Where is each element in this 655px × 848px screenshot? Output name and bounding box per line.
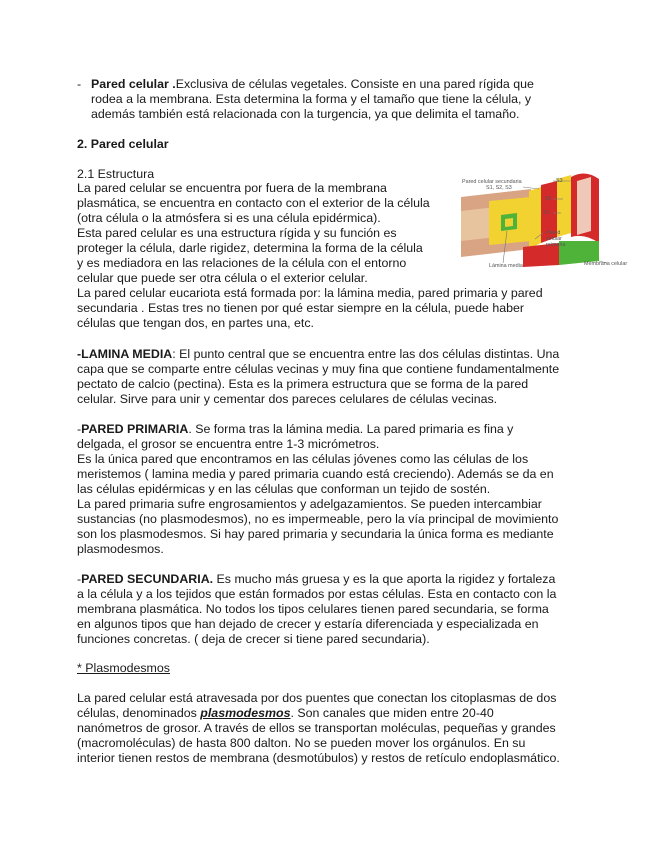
outer-wall-highlight (577, 177, 591, 235)
pared-primaria-title: PARED PRIMARIA (81, 422, 189, 436)
s3-layer (557, 175, 571, 237)
intro-line-1 (91, 77, 534, 92)
label-primaria-2: celular (546, 236, 562, 242)
lamina-media-line: capa que se comparte entre células vecinas y muy fina que contiene fundamentalmente (77, 362, 560, 376)
bullet-dash: - (77, 77, 82, 91)
pared-secundaria-line: funciones concretas. ( deja de crecer si tiene pared secundaria). (77, 632, 430, 646)
plasmodesmos-line: (macromoléculas) de hasta 800 dalton. No se pueden mover los orgánulos. En su (77, 736, 526, 750)
intro-line-3: además también está relacionada con la turgencia, ya que delimita el tamaño. (91, 107, 520, 121)
pared-primaria-line: meristemos ( lamina media y pared primaria cuando está creciendo). Además se da en (77, 467, 554, 481)
plasmodesmos-line: La pared celular está atravesada por dos puentes que conectan los citoplasmas de dos (77, 691, 557, 705)
cell-wall-figure (459, 171, 635, 271)
intro-line-2: rodea a la membrana. Esta determina la forma y el tamaño que tiene la célula, y (91, 92, 532, 106)
label-s1: S1 (543, 210, 550, 216)
estructura-line: células que tengan dos, en partes una, etc. (77, 316, 314, 330)
label-s3: S3 (556, 178, 563, 184)
plasmodesmos-line (77, 706, 582, 721)
lamina-media-paragraph (77, 347, 582, 407)
plasmodesmos-line: interior tienen restos de membrana (desmotúbulos) y restos de retículo endoplasmático. (77, 751, 560, 765)
plasmodesmos-term: plasmodesmos (200, 706, 291, 720)
pared-primaria-line: sustancias (no plasmodesmos), no es impermeable, pero la vía principal de movimiento (77, 512, 559, 526)
pared-primaria-line: Es la única pared que encontramos en las células jóvenes como las células de los (77, 452, 529, 466)
lamina-media-first-text: : El punto central que se encuentra entre las dos células distintas. Una (172, 347, 560, 361)
label-primaria-3: primaria (546, 242, 566, 248)
intro-text-1: Exclusiva de células vegetales. Consiste en una pared rígida que (175, 77, 534, 91)
label-s2: S2 (545, 196, 552, 202)
pared-secundaria-line (77, 572, 582, 587)
pared-secundaria-title: PARED SECUNDARIA. (81, 572, 214, 586)
s1-layer (529, 187, 541, 249)
plasmodesmos-text-pre: células, denominados (77, 706, 201, 720)
estructura-line: celular que puede ser otra célula o el exterior celular. (77, 271, 368, 285)
pared-secundaria-first-text: Es mucho más gruesa y es la que aporta la rigidez y fortaleza (213, 572, 556, 586)
label-secundaria: Pared celular secundaria (462, 179, 522, 185)
pared-primaria-line: son los plasmodesmos. Si hay pared primaria y secundaria la única forma es mediante (77, 527, 554, 541)
estructura-line: plasmática, se encuentra en contacto con el exterior de la célula (77, 196, 430, 210)
label-primaria-1: Pared (546, 230, 561, 236)
section-heading: 2. Pared celular (77, 137, 169, 151)
pared-secundaria-dash: - (77, 572, 82, 586)
pared-secundaria-line: membrana plasmática. No todos los tipos celulares tienen pared secundaria, se forma (77, 602, 549, 616)
plasmodesmos-text-post: . Son canales que miden entre 20-40 (290, 706, 494, 720)
estructura-line: La pared celular se encuentra por fuera de la membrana (77, 181, 387, 195)
estructura-line: La pared celular eucariota está formada por: la lámina media, pared primaria y pared (77, 286, 543, 300)
pared-primaria-line: delgada, el grosor se encuentra entre 1-3 micrómetros. (77, 437, 380, 451)
estructura-line: (otra célula o la atmósfera si es una célula epidérmica). (77, 211, 381, 225)
lamella-core (505, 218, 513, 227)
pared-primaria-line: La pared primaria sufre engrosamientos y adelgazamientos. Se pueden intercambiar (77, 497, 542, 511)
pared-primaria-dash: - (77, 422, 82, 436)
estructura-subheading: 2.1 Estructura (77, 167, 155, 181)
pared-secundaria-paragraph (77, 572, 582, 647)
estructura-line: y es mediadora en las relaciones de la célula con el entorno (77, 256, 407, 270)
estructura-line: Esta pared celular es una estructura rígida y su función es (77, 226, 397, 240)
pared-primaria-paragraph (77, 422, 582, 557)
pared-primaria-line: las células epidérmicas y en las células que conforman un tejido de sostén. (77, 482, 491, 496)
lamina-media-title: -LAMINA MEDIA (77, 347, 173, 361)
lamina-media-line (77, 347, 582, 362)
pared-secundaria-line: a la célula y a los tejidos que están formados por estas células. Esta en contacto con la (77, 587, 557, 601)
pared-secundaria-line: en algunos tipos que han dejado de crecer y estaría diferenciada y especializada en (77, 617, 539, 631)
lamina-media-line: celular. Sirve para unir y cementar dos pareces celulares de células vecinas. (77, 392, 498, 406)
leader-line (523, 187, 539, 189)
plasmodesmos-heading: * Plasmodesmos (77, 661, 170, 675)
pared-primaria-first-text: . Se forma tras la lámina media. La pared primaria es fina y (188, 422, 514, 436)
lamina-media-line: pectato de calcio (pectina). Esta es la primera estructura que se forma de la pared (77, 377, 529, 391)
label-lamina: Lámina media (489, 263, 523, 269)
estructura-line: proteger la célula, darle rigidez, determina la forma de la célula (77, 241, 423, 255)
estructura-line: secundaria . Estas tres no tienen por qué estar siempre en la célula, puede haber (77, 301, 525, 315)
label-s-layers: S1, S2, S3 (486, 185, 512, 191)
intro-title: Pared celular . (91, 77, 176, 91)
pared-primaria-line (77, 422, 582, 437)
label-membrana: Membrana celular (584, 261, 628, 267)
plasmodesmos-paragraph (77, 691, 582, 766)
pared-primaria-line: plasmodesmos. (77, 542, 164, 556)
plasmodesmos-line: nanómetros de grosor. A través de ellos se transportan moléculas, pequeñas y grandes (77, 721, 556, 735)
